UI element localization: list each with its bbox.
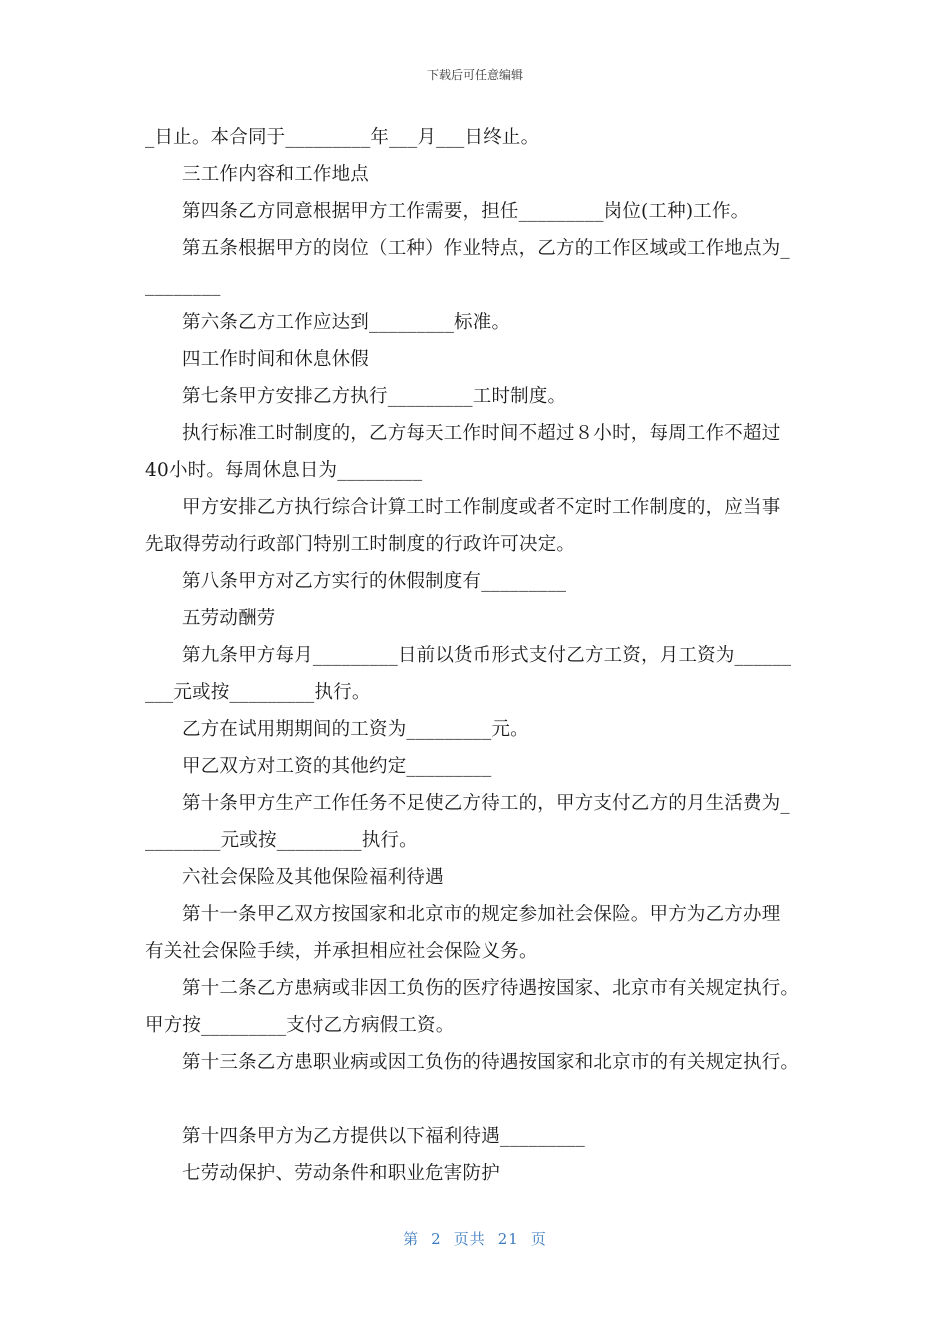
section-heading: 四工作时间和休息休假 xyxy=(182,349,370,370)
current-page-number: 2 xyxy=(431,1230,442,1248)
paragraph-line: 第十条甲方生产工作任务不足使乙方待工的，甲方支付乙方的月生活费为_ xyxy=(182,793,790,814)
paragraph-line: 第八条甲方对乙方实行的休假制度有_________ xyxy=(182,571,567,592)
page-header: 下载后可任意编辑 xyxy=(426,68,523,82)
paragraph-line: 先取得劳动行政部门特别工时制度的行政许可决定。 xyxy=(145,534,576,555)
paragraph-line: _日止。本合同于_________年___月___日终止。 xyxy=(145,127,540,148)
paragraph-line: 第九条甲方每月_________日前以货币形式支付乙方工资，月工资为______ xyxy=(182,645,792,666)
paragraph-line: 40小时。每周休息日为_________ xyxy=(145,460,423,481)
paragraph-line: 甲方安排乙方执行综合计算工时工作制度或者不定时工作制度的，应当事 xyxy=(182,497,781,518)
paragraph-line: 乙方在试用期期间的工资为_________元。 xyxy=(182,719,529,740)
footer-prefix: 第 xyxy=(403,1230,420,1248)
paragraph-line: ________ xyxy=(145,275,221,296)
section-heading: 六社会保险及其他保险福利待遇 xyxy=(182,867,444,888)
paragraph-line: 有关社会保险手续，并承担相应社会保险义务。 xyxy=(145,941,538,962)
paragraph-line: ________元或按_________执行。 xyxy=(145,830,418,851)
footer-middle: 页共 xyxy=(453,1230,486,1248)
paragraph-line: 第十一条甲乙双方按国家和北京市的规定参加社会保险。甲方为乙方办理 xyxy=(182,904,781,925)
footer-suffix: 页 xyxy=(530,1230,547,1248)
total-pages-number: 21 xyxy=(497,1230,519,1248)
paragraph-line: 甲乙双方对工资的其他约定_________ xyxy=(182,756,492,777)
paragraph-line: 执行标准工时制度的，乙方每天工作时间不超过８小时，每周工作不超过 xyxy=(182,423,781,444)
paragraph-line: 第五条根据甲方的岗位（工种）作业特点，乙方的工作区域或工作地点为_ xyxy=(182,238,790,259)
section-heading: 三工作内容和工作地点 xyxy=(182,164,370,185)
paragraph-line: 第七条甲方安排乙方执行_________工时制度。 xyxy=(182,386,567,407)
paragraph-spacer xyxy=(145,1081,810,1118)
paragraph-line: 第十四条甲方为乙方提供以下福利待遇_________ xyxy=(182,1126,585,1147)
paragraph-line: 第六条乙方工作应达到_________标准。 xyxy=(182,312,511,333)
section-heading: 五劳动酬劳 xyxy=(182,608,276,629)
paragraph-line: 第十三条乙方患职业病或因工负伤的待遇按国家和北京市的有关规定执行。 xyxy=(182,1052,800,1073)
paragraph-line: 第十二条乙方患病或非因工负伤的医疗待遇按国家、北京市有关规定执行。 xyxy=(182,978,800,999)
section-heading: 七劳动保护、劳动条件和职业危害防护 xyxy=(182,1163,500,1184)
paragraph-line: 甲方按_________支付乙方病假工资。 xyxy=(145,1015,455,1036)
page-footer xyxy=(0,1228,950,1249)
document-body xyxy=(145,119,810,1192)
paragraph-line: ___元或按_________执行。 xyxy=(145,682,371,703)
paragraph-line: 第四条乙方同意根据甲方工作需要，担任_________岗位(工种)工作。 xyxy=(182,201,750,222)
